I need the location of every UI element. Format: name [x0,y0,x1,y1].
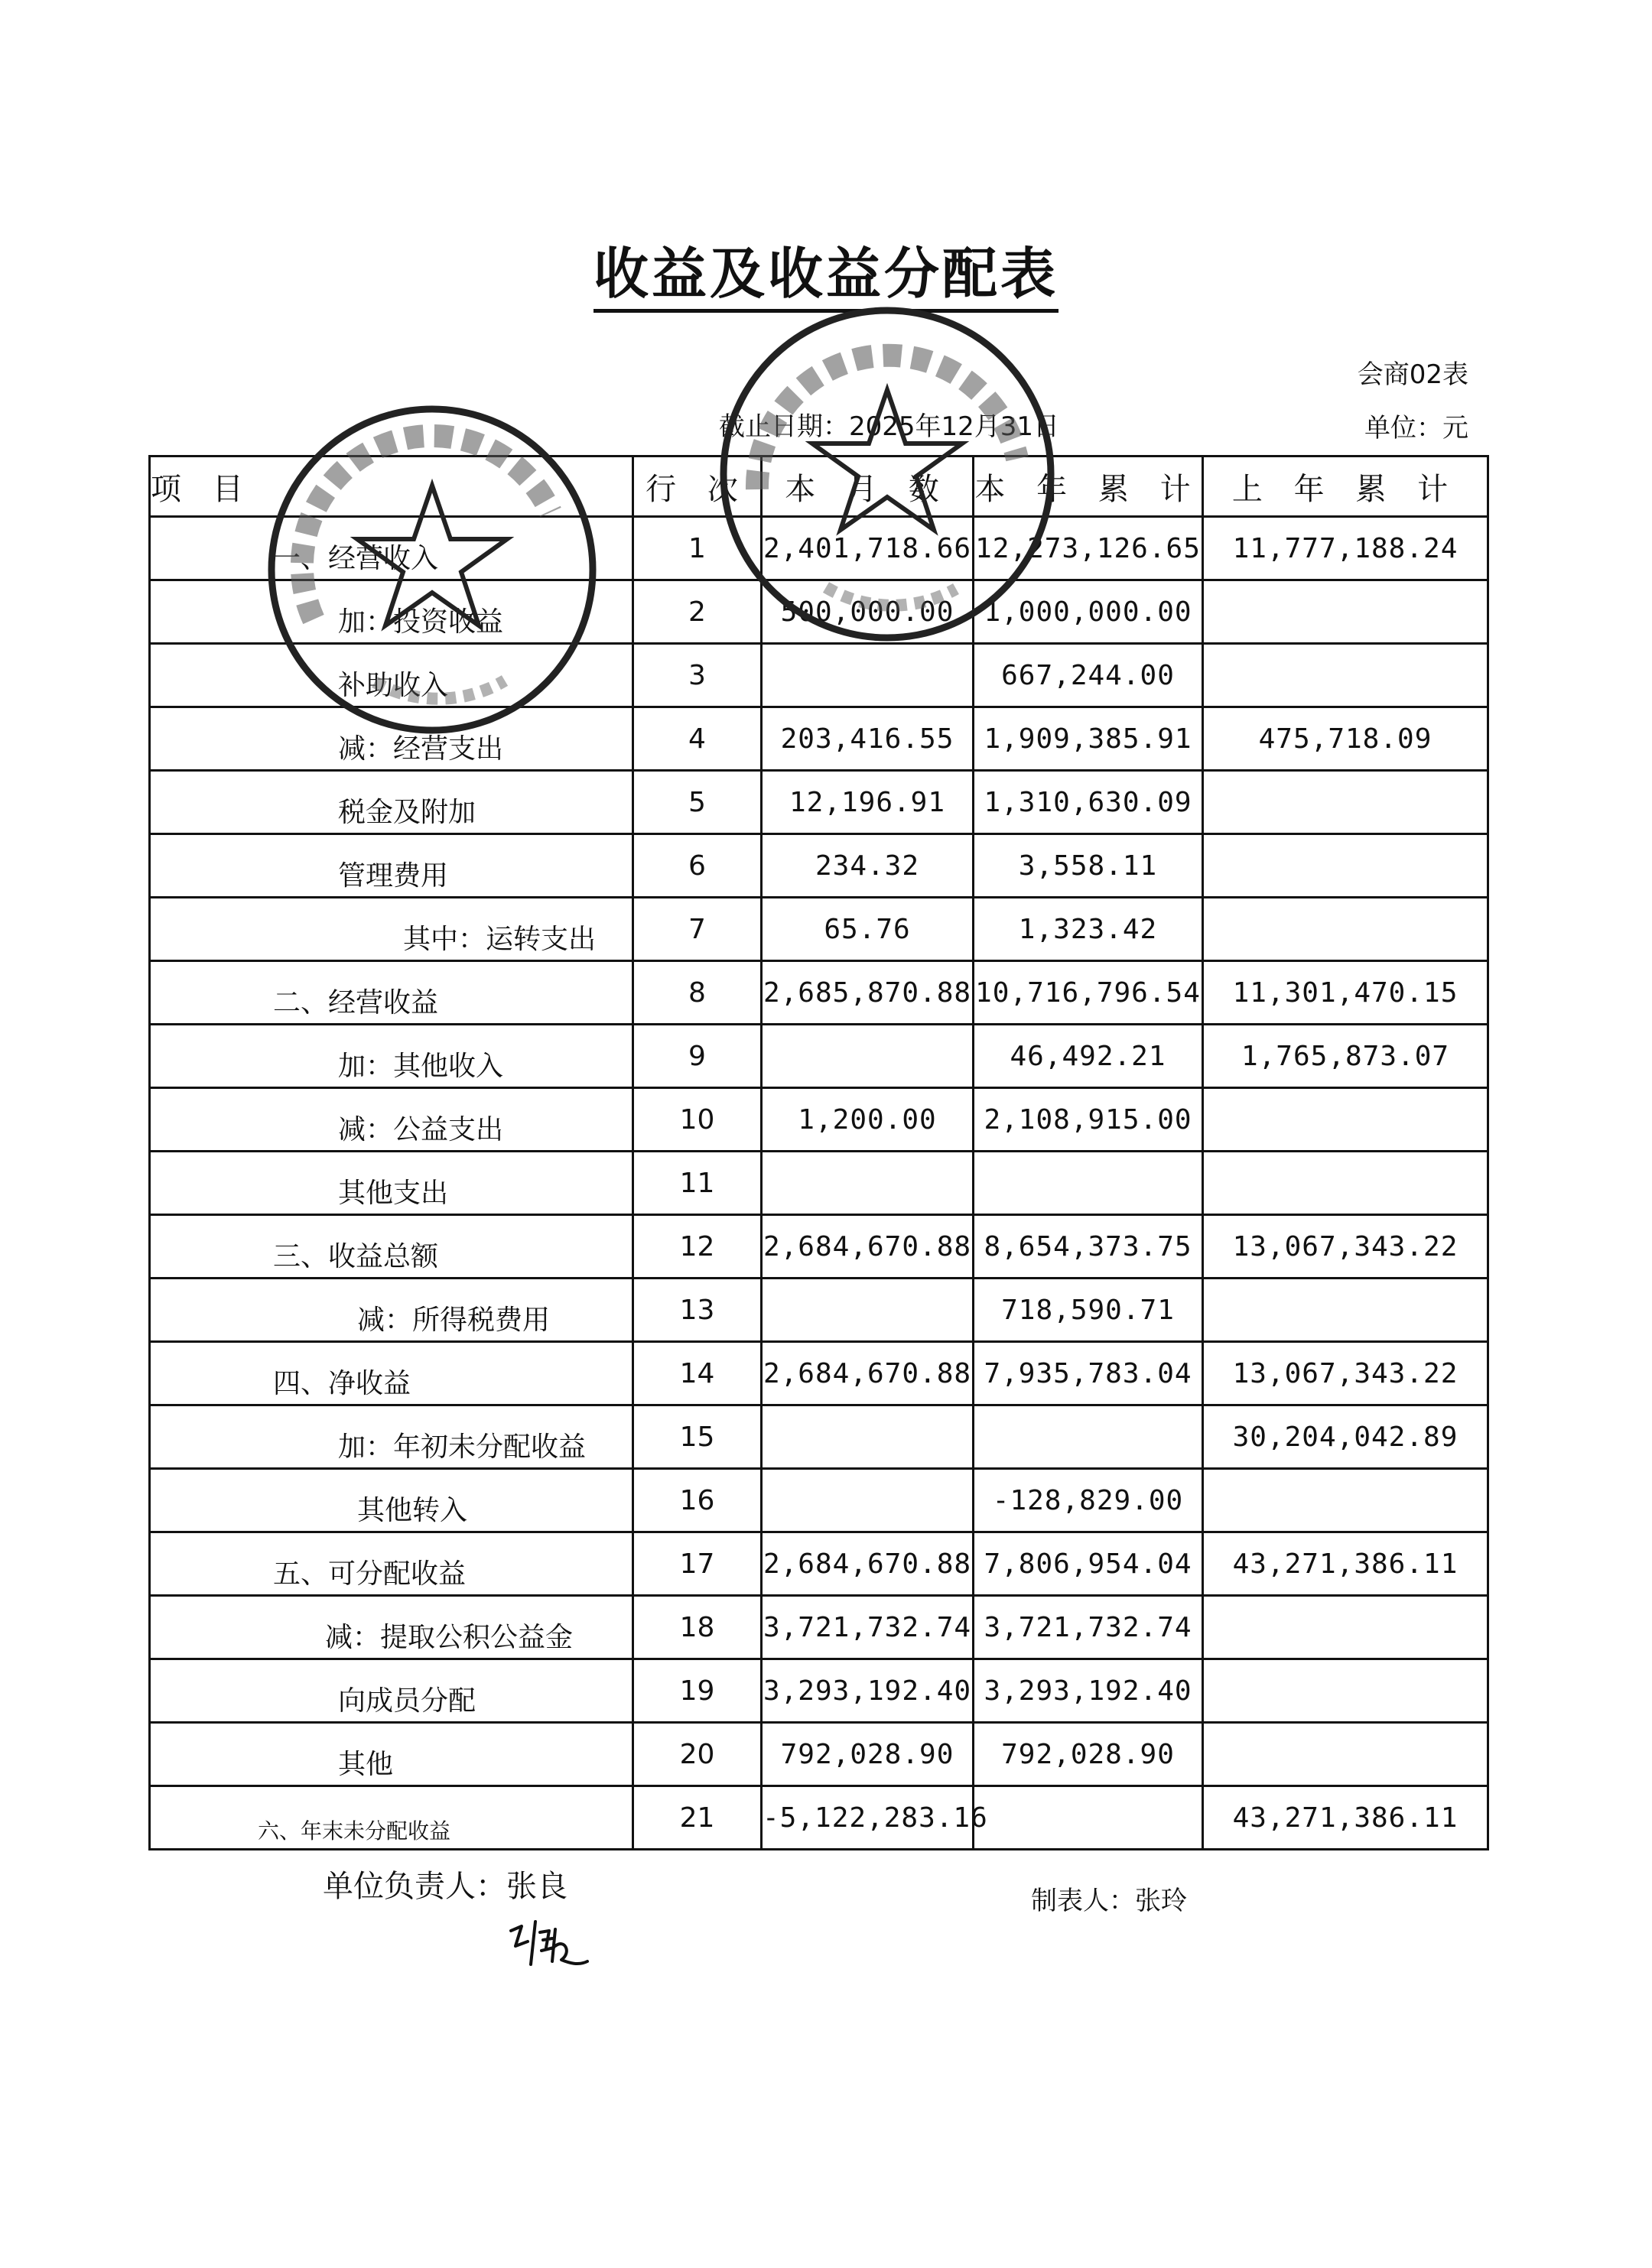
header-year: 本 年 累 计 [974,457,1203,517]
table-row [150,580,1488,644]
income-statement-table [148,455,1489,1850]
row-month-value: 2,401,718.66 [762,517,974,580]
row-line-number: 11 [633,1152,762,1215]
row-year-value: 12,273,126.65 [974,517,1203,580]
row-line-number: 19 [633,1659,762,1723]
row-prev-value [1203,644,1488,707]
row-item-cell [150,1786,633,1850]
row-item-label: 其他 [338,1749,394,1780]
row-line-number: 14 [633,1342,762,1405]
header-month: 本 月 数 [762,457,974,517]
table-row [150,1659,1488,1723]
row-prev-value [1203,1596,1488,1659]
row-prev-value: 11,301,470.15 [1203,961,1488,1025]
row-line-number: 8 [633,961,762,1025]
row-prev-value: 1,765,873.07 [1203,1025,1488,1088]
row-item-cell [150,517,633,580]
row-prev-value [1203,834,1488,898]
row-item-label: 减：公益支出 [338,1114,504,1145]
table-row [150,1469,1488,1532]
row-prev-value [1203,771,1488,834]
table-row [150,1342,1488,1405]
row-prev-value: 30,204,042.89 [1203,1405,1488,1469]
row-month-value: 2,684,670.88 [762,1342,974,1405]
row-prev-value [1203,898,1488,961]
document-title: 收益及收益分配表 [0,229,1652,309]
table-row [150,961,1488,1025]
row-item-label: 减：经营支出 [338,733,504,765]
row-line-number: 10 [633,1088,762,1152]
table-row [150,898,1488,961]
table-row [150,1723,1488,1786]
row-year-value: 1,323.42 [974,898,1203,961]
table-row [150,1088,1488,1152]
row-prev-value [1203,1723,1488,1786]
row-item-cell [150,1279,633,1342]
row-item-cell [150,1532,633,1596]
row-item-cell [150,961,633,1025]
row-month-value: 3,293,192.40 [762,1659,974,1723]
row-item-label: 减：所得税费用 [357,1305,551,1336]
row-item-cell [150,1215,633,1279]
row-item-label: 管理费用 [338,860,449,892]
row-year-value: -128,829.00 [974,1469,1203,1532]
row-month-value: 65.76 [762,898,974,961]
table-row [150,1025,1488,1088]
row-month-value [762,1152,974,1215]
row-line-number: 1 [633,517,762,580]
row-item-label: 二、经营收益 [273,987,439,1019]
header-item: 项 目 [150,457,633,517]
row-line-number: 2 [633,580,762,644]
table-row [150,1279,1488,1342]
row-year-value [974,1152,1203,1215]
row-year-value [974,1786,1203,1850]
row-prev-value [1203,1152,1488,1215]
row-month-value [762,644,974,707]
row-line-number: 18 [633,1596,762,1659]
row-line-number: 17 [633,1532,762,1596]
row-month-value [762,1405,974,1469]
row-year-value: 10,716,796.54 [974,961,1203,1025]
row-line-number: 4 [633,707,762,771]
row-year-value: 718,590.71 [974,1279,1203,1342]
row-item-label: 减：提取公积公益金 [325,1622,574,1653]
row-year-value: 792,028.90 [974,1723,1203,1786]
row-item-cell [150,1088,633,1152]
row-year-value: 2,108,915.00 [974,1088,1203,1152]
table-row [150,707,1488,771]
date-line: 截止日期：2025年12月31日 [719,411,1060,442]
row-month-value [762,1025,974,1088]
table-row [150,771,1488,834]
row-item-label: 税金及附加 [338,797,476,828]
row-item-cell [150,1596,633,1659]
row-item-cell [150,1342,633,1405]
row-prev-value: 43,271,386.11 [1203,1786,1488,1850]
row-item-label: 六、年末未分配收益 [258,1818,451,1844]
row-line-number: 6 [633,834,762,898]
row-month-value: -5,122,283.16 [762,1786,974,1850]
row-line-number: 13 [633,1279,762,1342]
handwritten-signature [505,1915,597,1977]
row-line-number: 20 [633,1723,762,1786]
row-item-label: 其他支出 [338,1178,449,1209]
row-line-number: 16 [633,1469,762,1532]
row-prev-value [1203,580,1488,644]
row-item-label: 三、收益总额 [273,1241,439,1272]
row-year-value: 7,806,954.04 [974,1532,1203,1596]
row-line-number: 7 [633,898,762,961]
row-month-value [762,1469,974,1532]
row-year-value: 7,935,783.04 [974,1342,1203,1405]
row-year-value: 3,558.11 [974,834,1203,898]
table-row [150,1532,1488,1596]
row-item-label: 补助收入 [338,670,449,701]
row-prev-value: 13,067,343.22 [1203,1215,1488,1279]
row-line-number: 12 [633,1215,762,1279]
row-prev-value [1203,1279,1488,1342]
row-item-label: 一、经营收入 [273,543,439,574]
row-line-number: 15 [633,1405,762,1469]
header-prev: 上 年 累 计 [1203,457,1488,517]
row-year-value: 3,293,192.40 [974,1659,1203,1723]
row-month-value: 203,416.55 [762,707,974,771]
row-prev-value [1203,1469,1488,1532]
row-item-label: 加：投资收益 [338,606,504,638]
table-row [150,644,1488,707]
row-item-cell [150,834,633,898]
row-prev-value [1203,1659,1488,1723]
row-month-value: 2,685,870.88 [762,961,974,1025]
row-line-number: 21 [633,1786,762,1850]
row-item-label: 加：年初未分配收益 [338,1431,587,1463]
row-year-value: 46,492.21 [974,1025,1203,1088]
row-item-cell [150,1469,633,1532]
table-row [150,1405,1488,1469]
row-month-value: 500,000.00 [762,580,974,644]
row-year-value: 1,000,000.00 [974,580,1203,644]
row-item-cell [150,1025,633,1088]
row-item-cell [150,1723,633,1786]
row-item-cell [150,1405,633,1469]
row-year-value [974,1405,1203,1469]
table-row [150,517,1488,580]
table-row [150,1152,1488,1215]
row-year-value: 667,244.00 [974,644,1203,707]
row-line-number: 9 [633,1025,762,1088]
row-prev-value [1203,1088,1488,1152]
table-row [150,1786,1488,1850]
row-prev-value: 475,718.09 [1203,707,1488,771]
row-item-cell [150,580,633,644]
row-item-label: 加：其他收入 [338,1051,504,1082]
row-prev-value: 13,067,343.22 [1203,1342,1488,1405]
row-month-value: 2,684,670.88 [762,1532,974,1596]
table-row [150,1215,1488,1279]
row-year-value: 1,310,630.09 [974,771,1203,834]
row-line-number: 3 [633,644,762,707]
row-line-number: 5 [633,771,762,834]
row-year-value: 1,909,385.91 [974,707,1203,771]
row-month-value: 792,028.90 [762,1723,974,1786]
row-month-value: 12,196.91 [762,771,974,834]
row-item-label: 五、可分配收益 [273,1558,467,1590]
header-line: 行 次 [633,457,762,517]
row-item-label: 四、净收益 [273,1368,411,1399]
responsible-person: 单位负责人：张良 [323,1869,567,1904]
row-prev-value: 43,271,386.11 [1203,1532,1488,1596]
row-item-label: 其他转入 [357,1495,468,1526]
row-item-cell [150,644,633,707]
row-item-cell [150,771,633,834]
row-month-value: 2,684,670.88 [762,1215,974,1279]
row-item-cell [150,898,633,961]
table-row [150,1596,1488,1659]
row-item-cell [150,707,633,771]
row-month-value: 234.32 [762,834,974,898]
row-month-value: 3,721,732.74 [762,1596,974,1659]
row-month-value [762,1279,974,1342]
unit-label: 单位：元 [1364,413,1468,444]
row-month-value: 1,200.00 [762,1088,974,1152]
row-item-cell [150,1659,633,1723]
row-item-label: 其中：运转支出 [403,924,597,955]
table-header-row [150,457,1488,517]
table-row [150,834,1488,898]
row-item-cell [150,1152,633,1215]
row-prev-value: 11,777,188.24 [1203,517,1488,580]
row-year-value: 8,654,373.75 [974,1215,1203,1279]
row-item-label: 向成员分配 [338,1685,476,1717]
form-number: 会商02表 [1357,359,1468,390]
preparer: 制表人：张玲 [1031,1886,1187,1916]
row-year-value: 3,721,732.74 [974,1596,1203,1659]
